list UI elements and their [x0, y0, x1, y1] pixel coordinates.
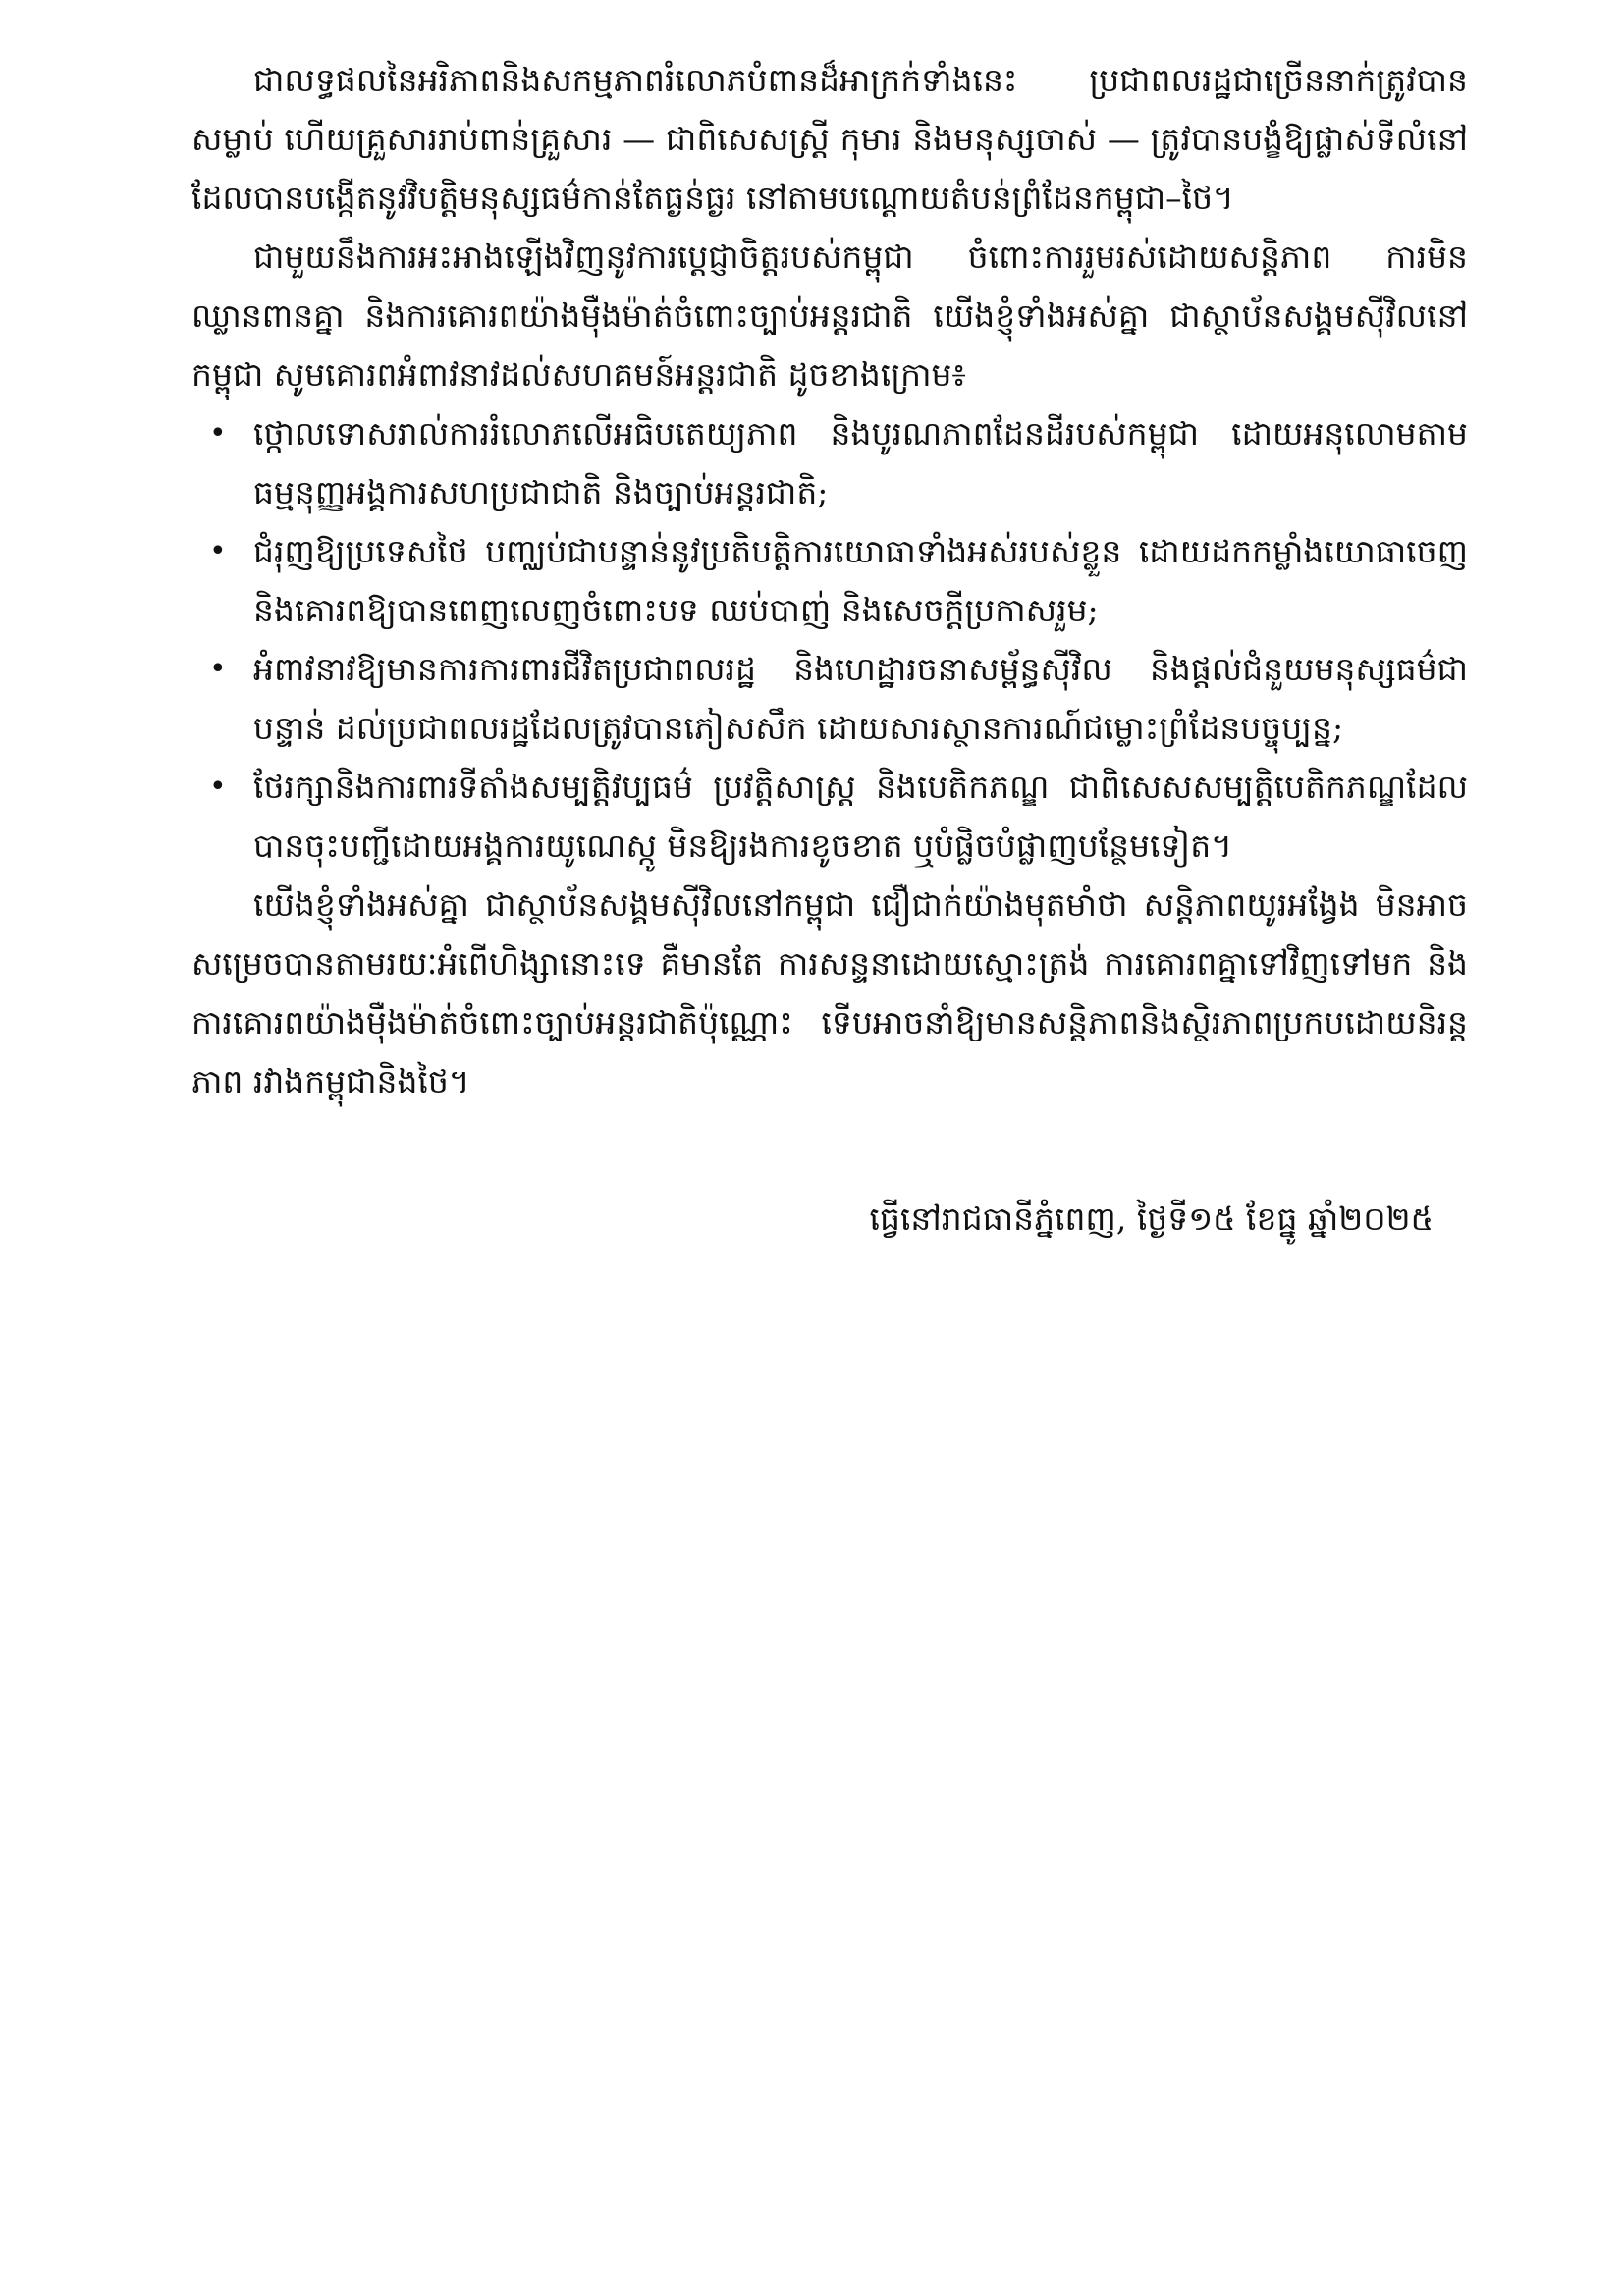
- list-item-text: ថែរក្សានិងការពារទីតាំងសម្បត្តិវប្បធម៌ ប្រវត្តិសាស្ត្រ និងបេតិកភណ្ឌ ជាពិសេសសម្បត្តិបេតិកភណ្ឌដែលបានចុះបញ្ជីដោយអង្គការយូណេស្កូ មិនឱ្យរងការខូចខាត ឬបំផ្លិចបំផ្លាញបន្ថែមទៀត។: [253, 768, 1468, 865]
- list-item-text: អំពាវនាវឱ្យមានការការពារជីវិតប្រជាពលរដ្ឋ និងហេដ្ឋារចនាសម្ព័ន្ធស៊ីវិល និងផ្តល់ជំនួយមនុស្សធម៌ជាបន្ទាន់ ដល់ប្រជាពលរដ្ឋដែលត្រូវបានភៀសសឹក ដោយសារស្ថានការណ៍ជម្លោះព្រំដែនបច្ចុប្បន្ន;: [253, 650, 1468, 747]
- list-item: [191, 404, 1468, 522]
- list-item-text: ថ្កោលទោសរាល់ការរំលោភលើអធិបតេយ្យភាព និងបូរណភាពដែនដីរបស់កម្ពុជា ដោយអនុលោមតាមធម្មនុញ្ញអង្គការសហប្រជាជាតិ និងច្បាប់អន្តរជាតិ;: [253, 414, 1468, 511]
- document-body: [191, 51, 1468, 1111]
- intro-paragraph-2: ជាមួយនឹងការអះអាងឡើងវិញនូវការប្តេជ្ញាចិត្តរបស់កម្ពុជា ចំពោះការរួមរស់ដោយសន្តិភាព ការមិនឈ្លានពានគ្នា និងការគោរពយ៉ាងម៉ឺងម៉ាត់ចំពោះច្បាប់អន្តរជាតិ យើងខ្ញុំទាំងអស់គ្នា ជាស្ថាប័នសង្គមស៊ីវិលនៅកម្ពុជា សូមគោរពអំពាវនាវដល់សហគមន៍អន្តរជាតិ ដូចខាងក្រោម៖: [191, 238, 1468, 394]
- list-item: [191, 640, 1468, 758]
- closing-paragraph: យើងខ្ញុំទាំងអស់គ្នា ជាស្ថាប័នសង្គមស៊ីវិលនៅកម្ពុជា ជឿជាក់យ៉ាងមុតមាំថា សន្តិភាពយូរអង្វែង មិនអាចសម្រេចបានតាមរយៈអំពើហិង្សានោះទេ គឺមានតែ ការសន្ទនាដោយស្មោះត្រង់ ការគោរពគ្នាទៅវិញទៅមក និងការគោរពយ៉ាងម៉ឺងម៉ាត់ចំពោះច្បាប់អន្តរជាតិប៉ុណ្ណោះ ទើបអាចនាំឱ្យមានសន្តិភាពនិងស្ថិរភាពប្រកបដោយនិរន្តភាព រវាងកម្ពុជានិងថៃ។: [191, 885, 1468, 1100]
- bullet-icon: •: [209, 534, 227, 568]
- appeal-list: [191, 404, 1468, 876]
- list-item: [191, 758, 1468, 876]
- list-item: [191, 522, 1468, 640]
- place-and-date: ធ្វើនៅរាជធានីភ្នំពេញ, ថ្ងៃទី១៥ ខែធ្នូ ឆ្នាំ២០២៥: [869, 1200, 1434, 1238]
- bullet-icon: •: [209, 416, 227, 451]
- bullet-icon: •: [209, 770, 227, 804]
- bullet-icon: •: [209, 652, 227, 686]
- intro-paragraph-1: ជាលទ្ធផលនៃអរិភាពនិងសកម្មភាពរំលោភបំពានដ៏អាក្រក់ទាំងនេះ ប្រជាពលរដ្ឋជាច្រើននាក់ត្រូវបានសម្លាប់ ហើយគ្រួសាររាប់ពាន់គ្រួសារ — ជាពិសេសស្ត្រី កុមារ និងមនុស្សចាស់ — ត្រូវបានបង្ខំឱ្យផ្លាស់ទីលំនៅ ដែលបានបង្កើតនូវវិបត្តិមនុស្សធម៌កាន់តែធ្ងន់ធ្ងរ នៅតាមបណ្តោយតំបន់ព្រំដែនកម្ពុជា–ថៃ។: [191, 61, 1468, 217]
- list-item-text: ជំរុញឱ្យប្រទេសថៃ បញ្ឈប់ជាបន្ទាន់នូវប្រតិបត្តិការយោធាទាំងអស់របស់ខ្លួន ដោយដកកម្លាំងយោធាចេញ និងគោរពឱ្យបានពេញលេញចំពោះបទ ឈប់បាញ់ និងសេចក្តីប្រកាសរួម;: [253, 532, 1468, 629]
